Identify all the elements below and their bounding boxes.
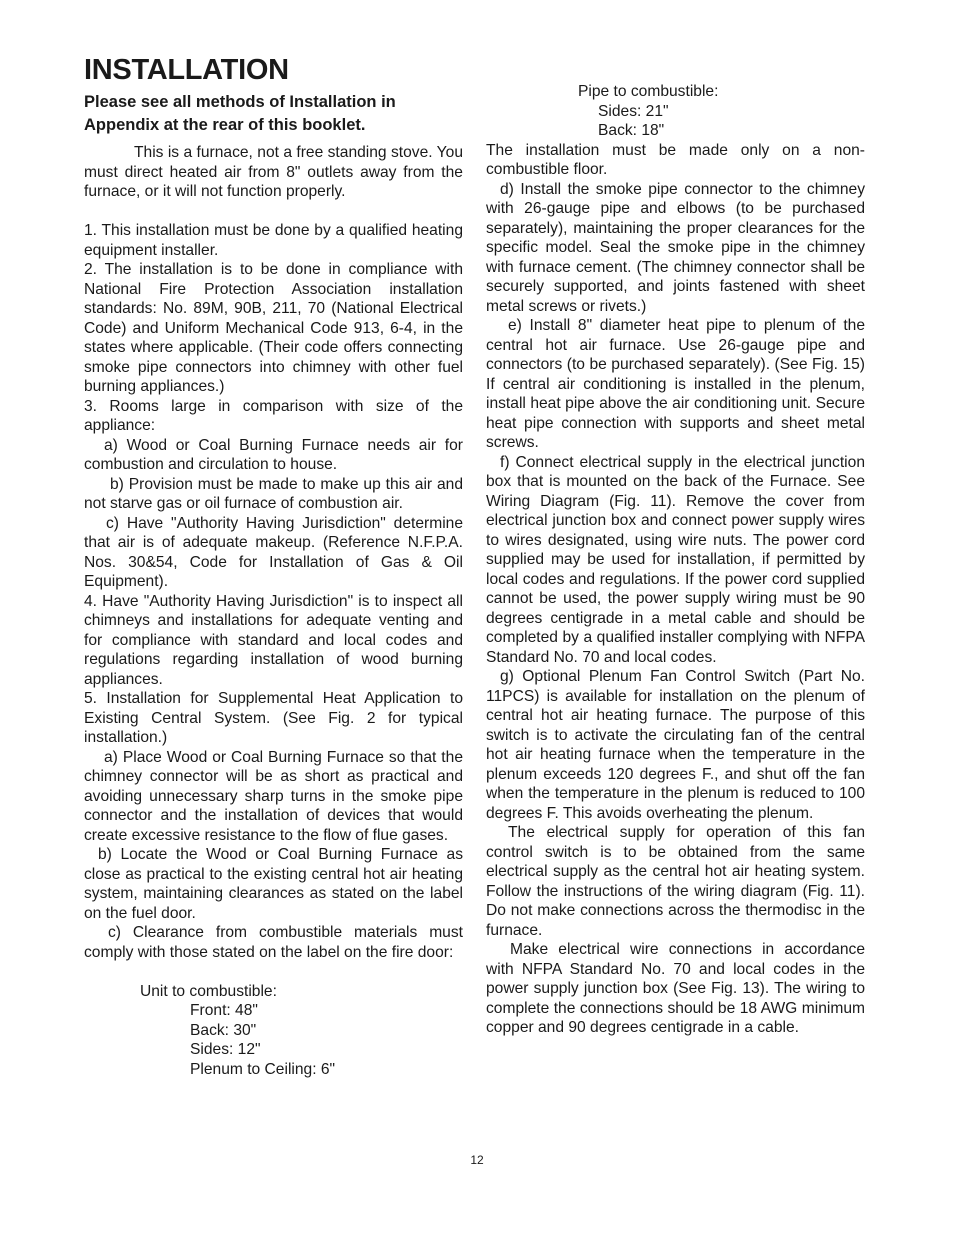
item-5e: e) Install 8" diameter heat pipe to plenum of the central hot air furnace. Use 26-gauge pipe and connectors (to be purchased separately). (See Fig. 15) If central air conditioning is installed in the plenum, install heat pipe above the air conditioning unit. Secure heat pipe connection with supports and sheet metal screws. [486, 317, 865, 451]
unit-clearance-sides: Sides: 12" [190, 1041, 261, 1058]
unit-clearance-plenum: Plenum to Ceiling: 6" [190, 1060, 336, 1078]
item-5: 5. Installation for Supplemental Heat Application to Existing Central System. (See Fig. 2 for typical installation.) [84, 690, 463, 746]
wire-connections-paragraph: Make electrical wire connections in accordance with NFPA Standard No. 70 and local codes in the power supply junction box (See Fig. 13). The wiring to complete the connections should be 18 AWG minimum copper and 90 degrees centigrade in a cable. [486, 941, 865, 1036]
item-5a: a) Place Wood or Coal Burning Furnace so that the chimney connector will be as short as practical and avoiding unnecessary sharp turns in the smoke pipe connector and the installation of devices that would create excessive resistance to the flow of flue gases. [84, 748, 463, 844]
intro-paragraph: This is a furnace, not a free standing stove. You must direct heated air from 8" outlets away from the furnace, or it will not function properly. [84, 144, 463, 200]
page-number: 12 [470, 1153, 484, 1167]
item-3a: a) Wood or Coal Burning Furnace needs air for combustion and circulation to house. [84, 436, 463, 473]
item-4: 4. Have "Authority Having Jurisdiction" is to inspect all chimneys and installations for adequate venting and for compliance with standard and local codes and regulations regarding installation of wood burning appliances. [84, 592, 463, 688]
item-5g: g) Optional Plenum Fan Control Switch (Part No. 11PCS) is available for installation on the plenum of central hot air heating furnace. The purpose of this switch is to activate the circulating fan of the central hot air heating furnace when the temperature in the plenum exceeds 120 degrees F., and shut off the fan when the temperature in the plenum is reduced to 100 degrees F. This avoids overheating the plenum. [486, 668, 865, 822]
page-title: INSTALLATION [84, 54, 289, 86]
unit-clearance-back: Back: 30" [190, 1021, 257, 1039]
electrical-supply-paragraph: The electrical supply for operation of this fan control switch is to be obtained from the same electrical supply as the central hot air heating system. Follow the instructions of the wiring diagram (Fig. 11). Do not make connections across the thermodisc in the furnace. [486, 824, 865, 939]
appendix-note: Please see all methods of Installation in Appendix at the rear of this booklet. [84, 93, 396, 134]
right-column [486, 82, 865, 1038]
pipe-clearance-back: Back: 18" [598, 122, 665, 139]
item-1: 1. This installation must be done by a qualified heating equipment installer. [84, 222, 463, 259]
item-2: 2. The installation is to be done in compliance with National Fire Protection Association installation standards: No. 89M, 90B, 211, 70 (National Electrical Code) and Uniform Mechanical Code 913, 6-4, in the states where applicable. (Their code offers connecting smoke pipe connectors into chimney with other fuel burning appliances.) [84, 261, 463, 395]
pipe-clearance-sides: Sides: 21" [598, 102, 669, 120]
unit-clearance-front: Front: 48" [190, 1002, 258, 1019]
item-3b: b) Provision must be made to make up this air and not starve gas or oil furnace of combustion air. [84, 475, 463, 512]
item-3c: c) Have "Authority Having Jurisdiction" determine that air is of adequate makeup. (Reference N.F.P.A. Nos. 30&54, Code for Installation of Gas & Oil Equipment). [84, 514, 463, 590]
item-3: 3. Rooms large in comparison with size of the appliance: [84, 397, 463, 434]
floor-note: The installation must be made only on a non-combustible floor. [486, 141, 865, 178]
item-5c: c) Clearance from combustible materials must comply with those stated on the label on the fire door: [84, 924, 463, 961]
pipe-clearance-heading: Pipe to combustible: [578, 83, 719, 100]
left-column [84, 143, 463, 1079]
item-5b: b) Locate the Wood or Coal Burning Furnace as close as practical to the existing central hot air heating system, maintaining clearances as stated on the label on the fuel door. [84, 846, 463, 922]
unit-clearance-heading: Unit to combustible: [140, 982, 277, 1000]
item-5f: f) Connect electrical supply in the electrical junction box that is mounted on the back of the Furnace. See Wiring Diagram (Fig. 11). Remove the cover from electrical junction box and connect power supply wires to wires designated, using wire nuts. The power cord supplied may be used for installation, if permitted by local codes and regulations. If the power cord supplied cannot be used, the power supply wiring must be 90 degrees centigrade in a metal cable and should be completed by a qualified installer complying with NFPA Standard No. 70 and local codes. [486, 453, 865, 666]
item-5d: d) Install the smoke pipe connector to the chimney with 26-gauge pipe and elbows (to be purchased separately), maintaining the proper clearances for the specific model. Seal the smoke pipe in the chimney with furnace cement. (The chimney connector shall be securely supported, and joints fastened with sheet metal screws or rivets.) [486, 180, 865, 315]
